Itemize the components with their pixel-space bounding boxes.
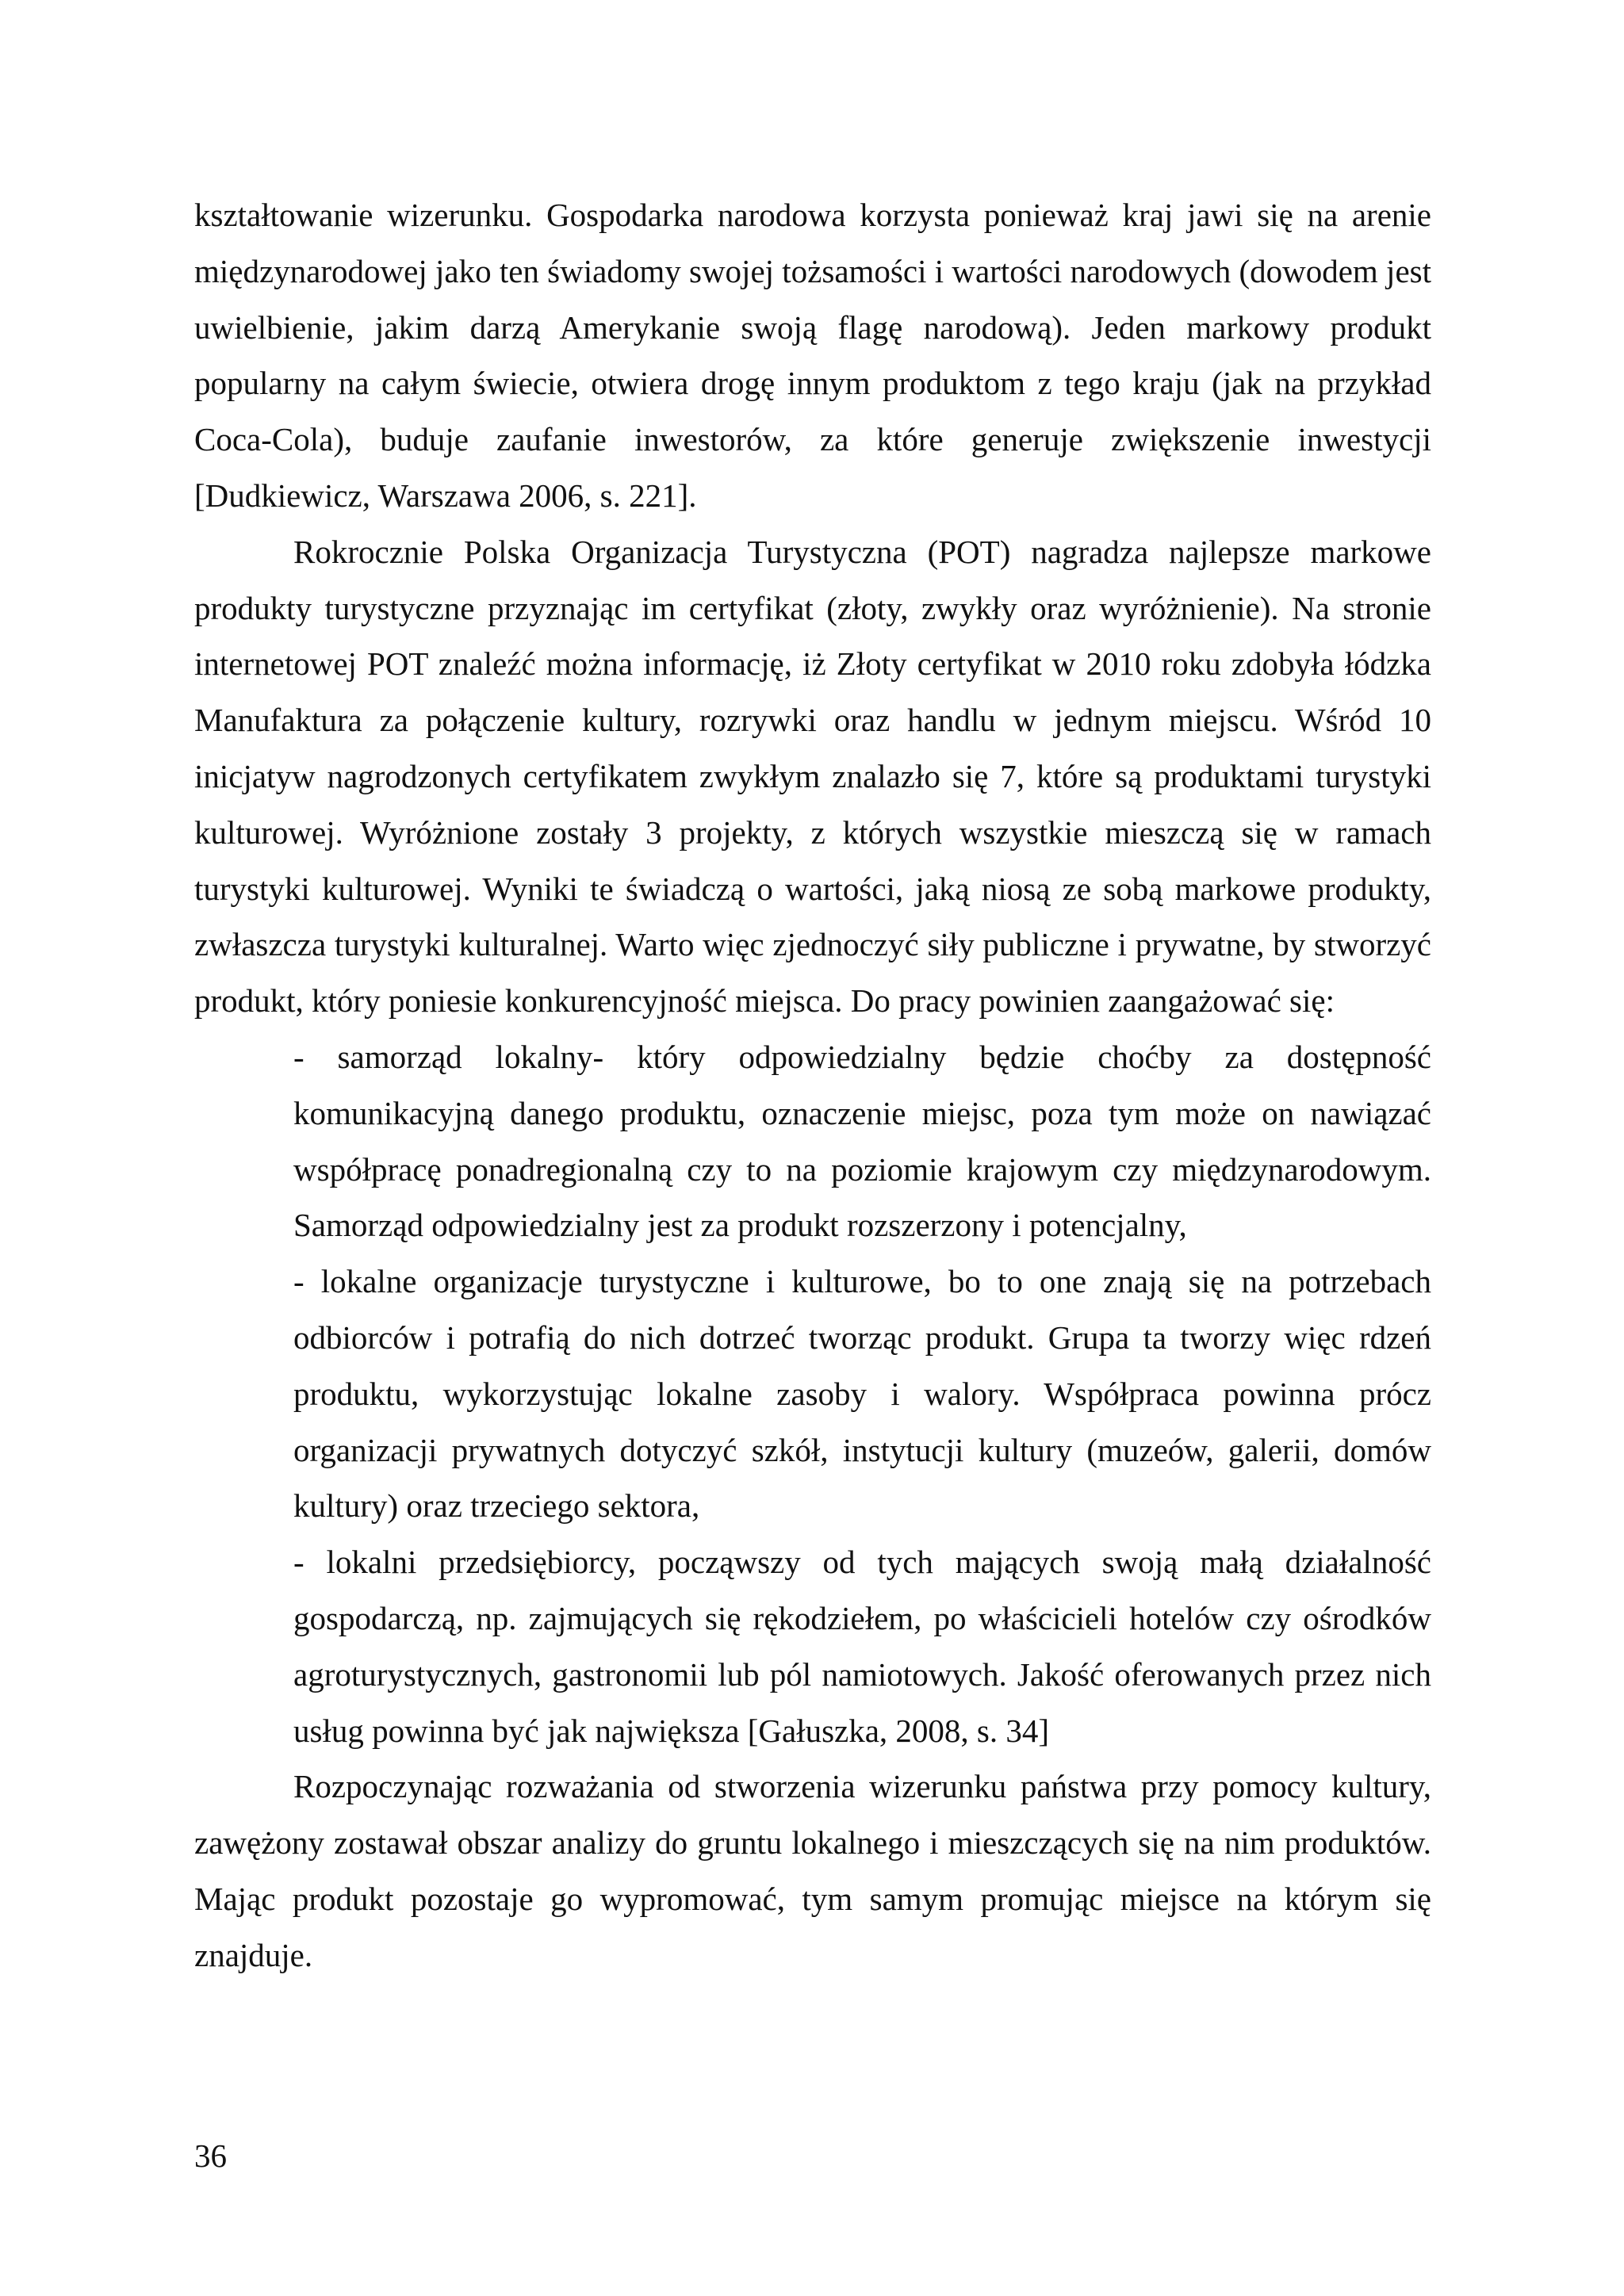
list-item: - lokalni przedsiębiorcy, począwszy od tych mających swoją małą działalność gospodarczą, np. zajmujących się rękodziełem, po właścicieli hotelów czy ośrodków agroturystycznych, gastronomii lub pól namiotowych. Jakość oferowanych przez nich usług powinna być jak największa [Gałuszka, 2008, s. 34] <box>293 1544 1431 1749</box>
body-text <box>194 187 1431 1984</box>
paragraph-pot-certificates: Rokrocznie Polska Organizacja Turystyczna (POT) nagradza najlepsze markowe produkty turystyczne przyznając im certyfikat (złoty, zwykły oraz wyróżnienie). Na stronie internetowej POT znaleźć można informację, iż Złoty certyfikat w 2010 roku zdobyła łódzka Manufaktura za połączenie kultury, rozrywki oraz handlu w jednym miejscu. Wśród 10 inicjatyw nagrodzonych certyfikatem zwykłym znalazło się 7, które są produktami turystyki kulturowej. Wyróżnione zostały 3 projekty, z których wszystkie mieszczą się w ramach turystyki kulturowej. Wyniki te świadczą o wartości, jaką niosą ze sobą markowe produkty, zwłaszcza turystyki kulturalnej. Warto więc zjednoczyć siły publiczne i prywatne, by stworzyć produkt, który poniesie konkurencyjność miejsca. Do pracy powinien zaangażować się: <box>194 533 1431 1020</box>
list-item: - samorząd lokalny- który odpowiedzialny będzie choćby za dostępność komunikacyjną danego produktu, oznaczenie miejsc, poza tym może on nawiązać współpracę ponadregionalną czy to na poziomie krajowym czy międzynarodowym. Samorząd odpowiedzialny jest za produkt rozszerzony i potencjalny, <box>293 1038 1431 1244</box>
page-number: 36 <box>194 2137 227 2174</box>
stakeholder-list <box>194 1029 1431 1758</box>
list-item: - lokalne organizacje turystyczne i kulturowe, bo to one znają się na potrzebach odbiorców i potrafią do nich dotrzeć tworząc produkt. Grupa ta tworzy więc rdzeń produktu, wykorzystując lokalne zasoby i walory. Współpraca powinna prócz organizacji prywatnych dotyczyć szkół, instytucji kultury (muzeów, galerii, domów kultury) oraz trzeciego sektora, <box>293 1263 1431 1525</box>
paragraph-closing: Rozpoczynając rozważania od stworzenia wizerunku państwa przy pomocy kultury, zawężony zostawał obszar analizy do gruntu lokalnego i mieszczących się na nim produktów. Mając produkt pozostaje go wypromować, tym samym promując miejsce na którym się znajduje. <box>194 1768 1431 1973</box>
paragraph-continuation: kształtowanie wizerunku. Gospodarka narodowa korzysta ponieważ kraj jawi się na arenie międzynarodowej jako ten świadomy swojej tożsamości i wartości narodowych (dowodem jest uwielbienie, jakim darzą Amerykanie swoją flagę narodową). Jeden markowy produkt popularny na całym świecie, otwiera drogę innym produktom z tego kraju (jak na przykład Coca-Cola), buduje zaufanie inwestorów, za które generuje zwiększenie inwestycji [Dudkiewicz, Warszawa 2006, s. 221]. <box>194 197 1431 514</box>
